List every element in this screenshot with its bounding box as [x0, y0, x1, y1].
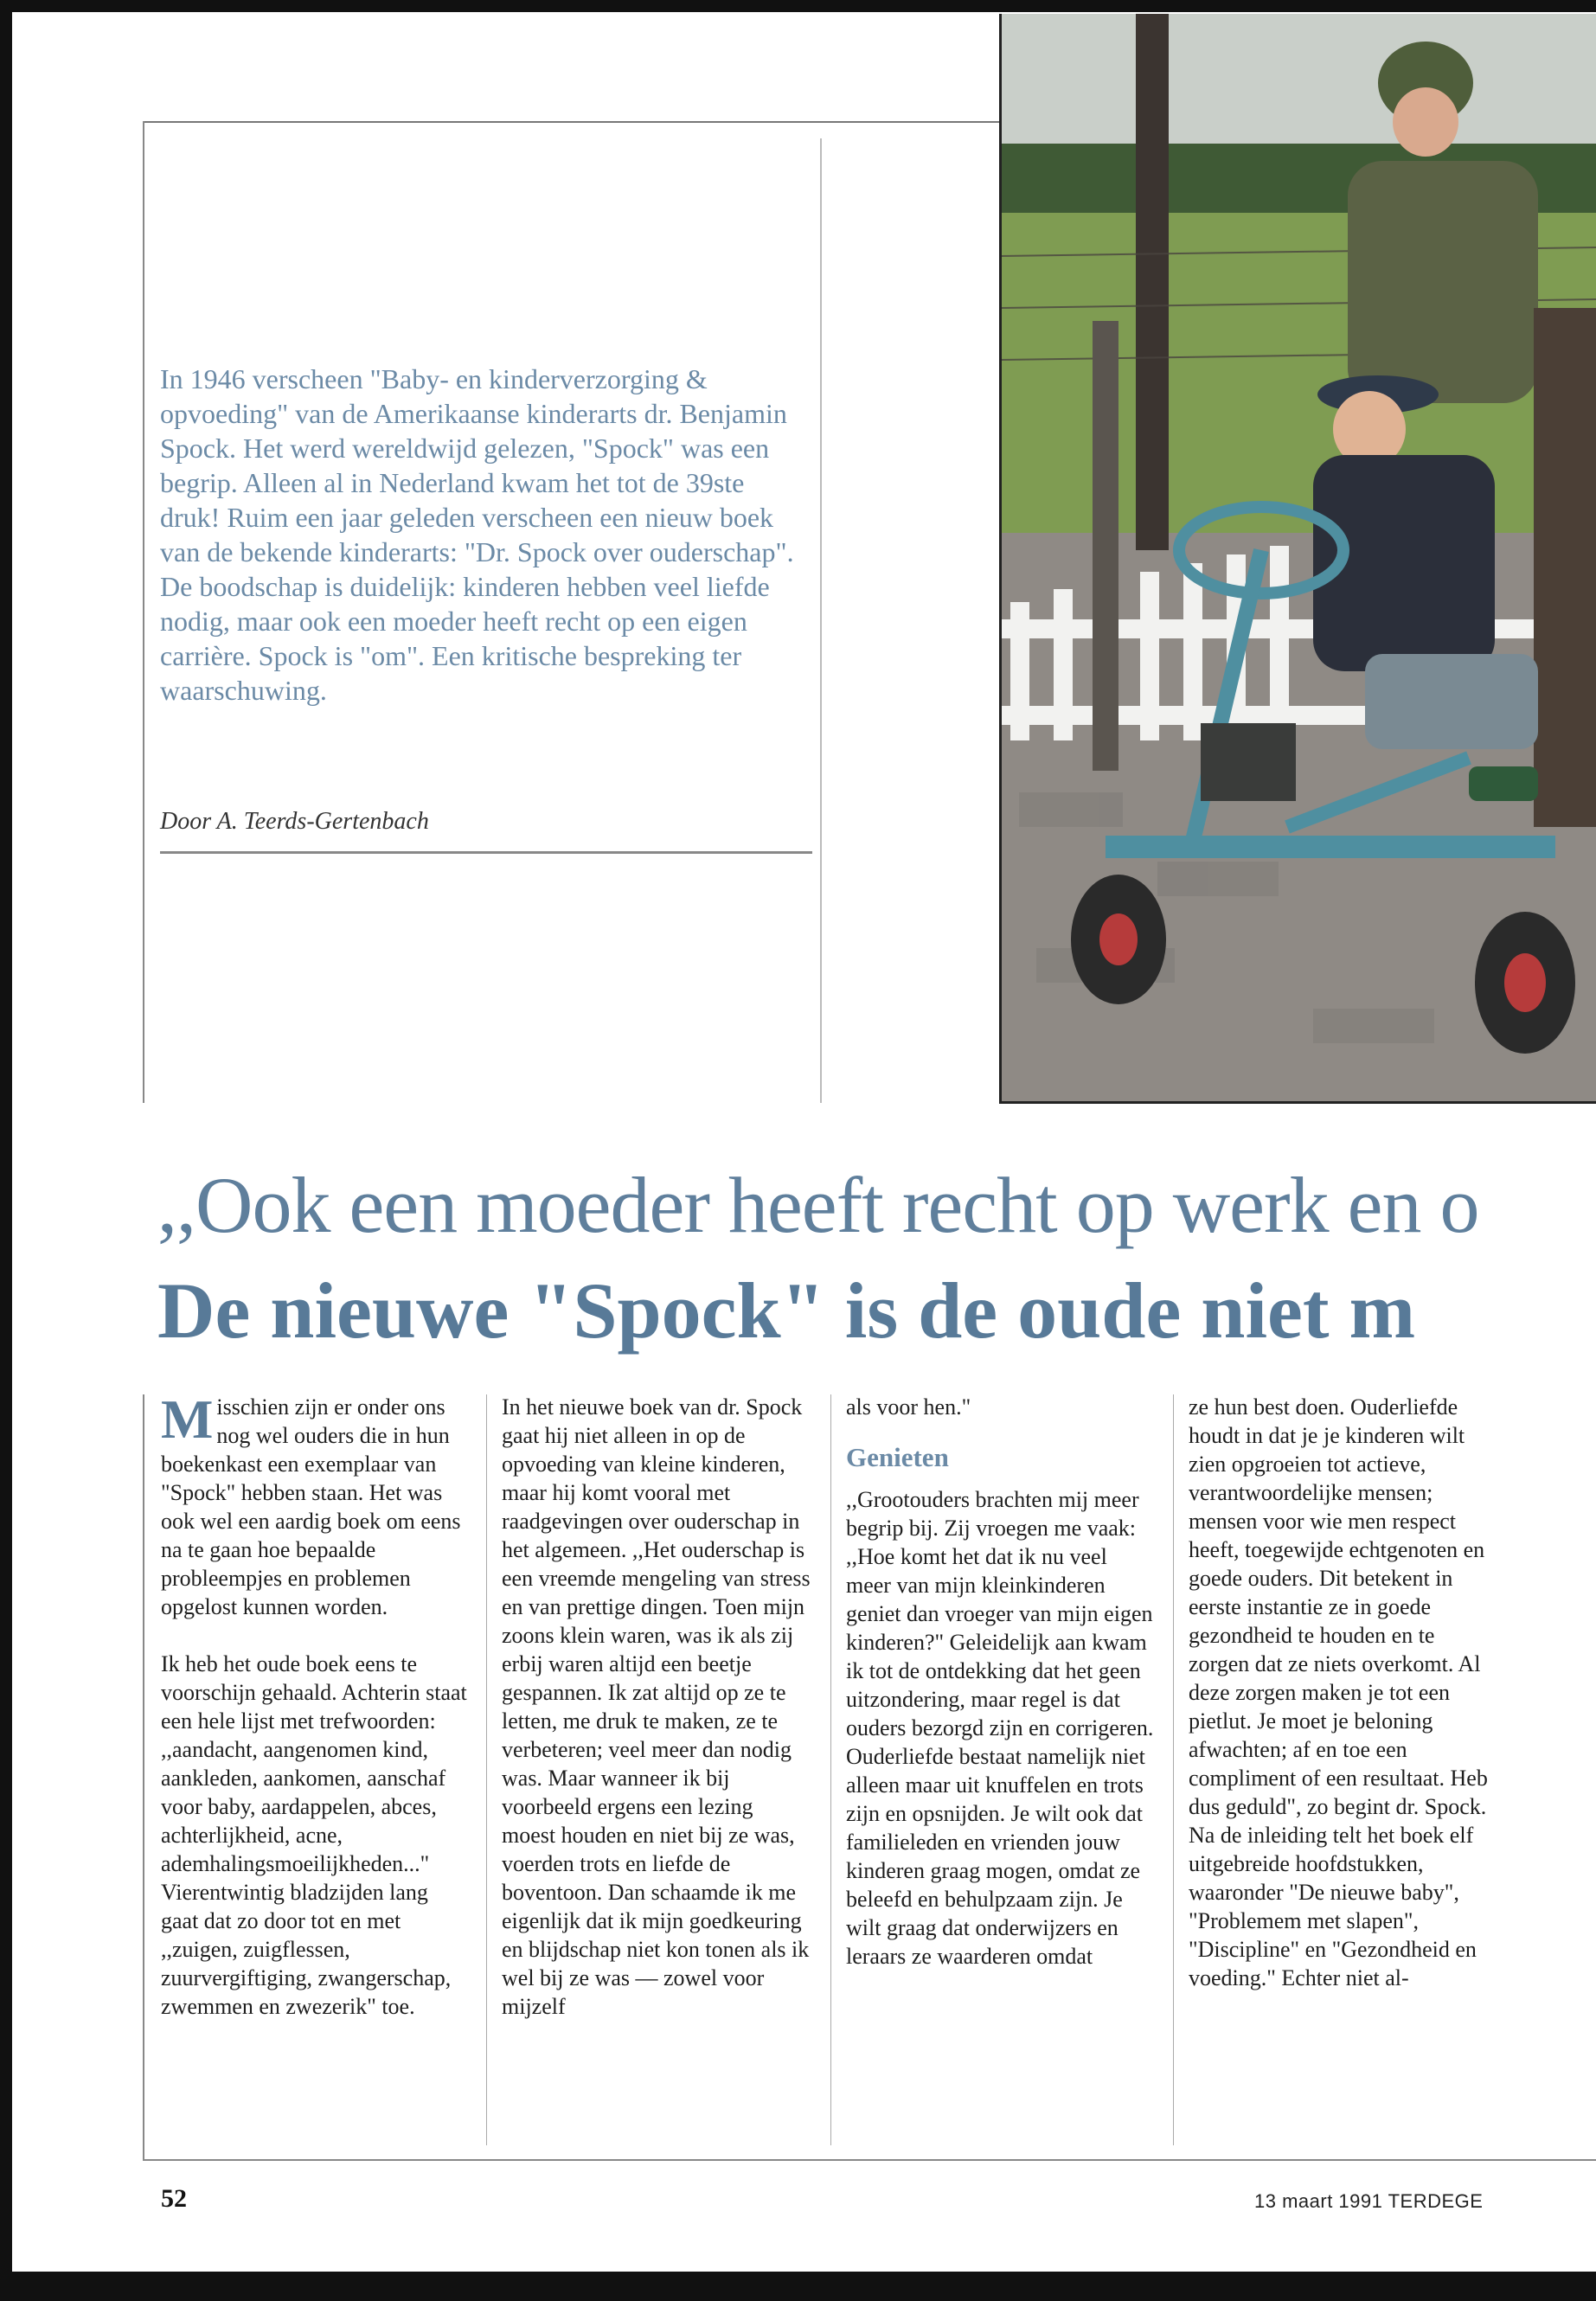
- column-divider-1: [486, 1394, 487, 2145]
- intro-box-left-rule: [143, 121, 144, 1103]
- footer-rule: [143, 2159, 1596, 2161]
- intro-rule: [160, 851, 812, 854]
- page-number: 52: [161, 2184, 187, 2213]
- page-left-rule: [143, 1394, 144, 2161]
- article-photo: [999, 14, 1596, 1104]
- intro-text: In 1946 verscheen "Baby- en kinderverzorging & opvoeding" van de Amerikaanse kinderarts dr. Benjamin Spock. Het werd wereldwijd gelezen, "Spock" was een begrip. Alleen al in Nederland kwam het tot de 39ste druk! Ruim een jaar geleden verscheen een nieuw boek van de bekende kinderarts: "Dr. Spock over ouderschap". De boodschap is duidelijk: kinderen hebben veel liefde nodig, maar ook een moeder heeft recht op een eigen carrière. Spock is "om". Een kritische bespreking ter waarschuwing.: [160, 363, 794, 706]
- byline: Door A. Teerds-Gertenbach: [160, 808, 429, 835]
- section-subhead: Genieten: [846, 1442, 949, 1472]
- headline-main: De nieuwe "Spock" is de oude niet m: [157, 1266, 1416, 1355]
- intro-box-right-rule: [820, 138, 822, 1103]
- article-column-1: [161, 1388, 471, 2049]
- scan-border-left: [0, 0, 12, 2301]
- article-column-4: [1189, 1393, 1498, 2021]
- column-divider-2: [830, 1394, 831, 2145]
- issue-date: 13 maart 1991 TERDEGE: [1254, 2190, 1484, 2212]
- article-column-2: [502, 1393, 811, 2049]
- scan-border-top: [0, 0, 1596, 12]
- article-paragraph: ze hun best doen. Ouderliefde houdt in dat je je kinderen wilt zien opgroeien tot actieve, verantwoordelijke mensen; mensen voor wie men respect heeft, toegewijde echtgenoten en goede ouders. Dit betekent in eerste instantie ze in goede gezondheid te houden en te zorgen dat ze niets overkomt. Al deze zorgen maken je tot een pietlut. Je moet je beloning afwachten; af en toe een compliment of een resultaat. Heb dus geduld", zo begint dr. Spock.: [1189, 1394, 1488, 1819]
- article-paragraph: [161, 1388, 471, 1621]
- scan-border-bottom: [0, 2272, 1596, 2301]
- paragraph-text: isschien zijn er onder ons nog wel ouders die in hun boekenkast een exemplaar van "Spock" hebben staan. Het was ook wel een aardig boek om eens na te gaan hoe bepaalde probleempjes en problemen opgelost kunnen worden.: [161, 1394, 461, 1619]
- article-paragraph: als voor hen.": [846, 1394, 971, 1420]
- article-paragraph: Na de inleiding telt het boek elf uitgebreide hoofdstukken, waaronder "De nieuwe baby", "Problemem met slapen", "Discipline" en "Gezondheid en voeding." Echter niet al-: [1189, 1823, 1477, 1990]
- headline-quote: ,,Ook een moeder heeft recht op werk en o: [157, 1161, 1479, 1249]
- article-paragraph: Ik heb het oude boek eens te voorschijn gehaald. Achterin staat een hele lijst met trefwoorden: ,,aandacht, aangenomen kind, aankleden, aankomen, aanschaf voor baby, aardappelen, abces, achterlijkheid, acne, ademhalingsmoeilijkheden..." Vierentwintig bladzijden lang gaat dat zo door tot en met ,,zuigen, zuigflessen, zuurvergiftiging, zwangerschap, zwemmen en zwezerik" toe.: [161, 1651, 467, 2019]
- top-rule: [143, 121, 999, 123]
- article-paragraph: In het nieuwe boek van dr. Spock gaat hij niet alleen in op de opvoeding van kleine kinderen, maar hij komt vooral met raadgevingen over ouderschap in het algemeen. ,,Het ouderschap is een vreemde mengeling van stress en van prettige dingen. Toen mijn zoons klein waren, was ik als zij erbij waren altijd een beetje gespannen. Ik zat altijd op ze te letten, me druk te maken, ze te verbeteren; veel meer dan nodig was. Maar wanneer ik bij voorbeeld ergens een lezing moest houden en niet bij ze was, voerden trots en liefde de boventoon. Dan schaamde ik me eigenlijk dat ik mijn goedkeuring en blijdschap niet kon tonen als ik wel bij ze was — zowel voor mijzelf: [502, 1394, 811, 2019]
- drop-cap: M: [161, 1388, 214, 1450]
- photo-illustration: [1002, 14, 1596, 1104]
- article-column-3: [846, 1393, 1156, 1999]
- article-paragraph: ,,Grootouders brachten mij meer begrip bij. Zij vroegen me vaak: ,,Hoe komt het dat ik nu veel meer van mijn kleinkinderen geniet dan vroeger van mijn eigen kinderen?" Geleidelijk aan kwam ik tot de ontdekking dat het geen uitzondering, maar regel is dat ouders bezorgd zijn en corrigeren. Ouderliefde bestaat namelijk niet alleen maar uit knuffelen en trots zijn en opsnijden. Je wilt ook dat familieleden en vrienden jouw kinderen graag mogen, omdat ze beleefd en behulpzaam zijn. Je wilt graag dat onderwijzers en leraars ze waarderen omdat: [846, 1487, 1154, 1969]
- column-divider-3: [1173, 1394, 1174, 2145]
